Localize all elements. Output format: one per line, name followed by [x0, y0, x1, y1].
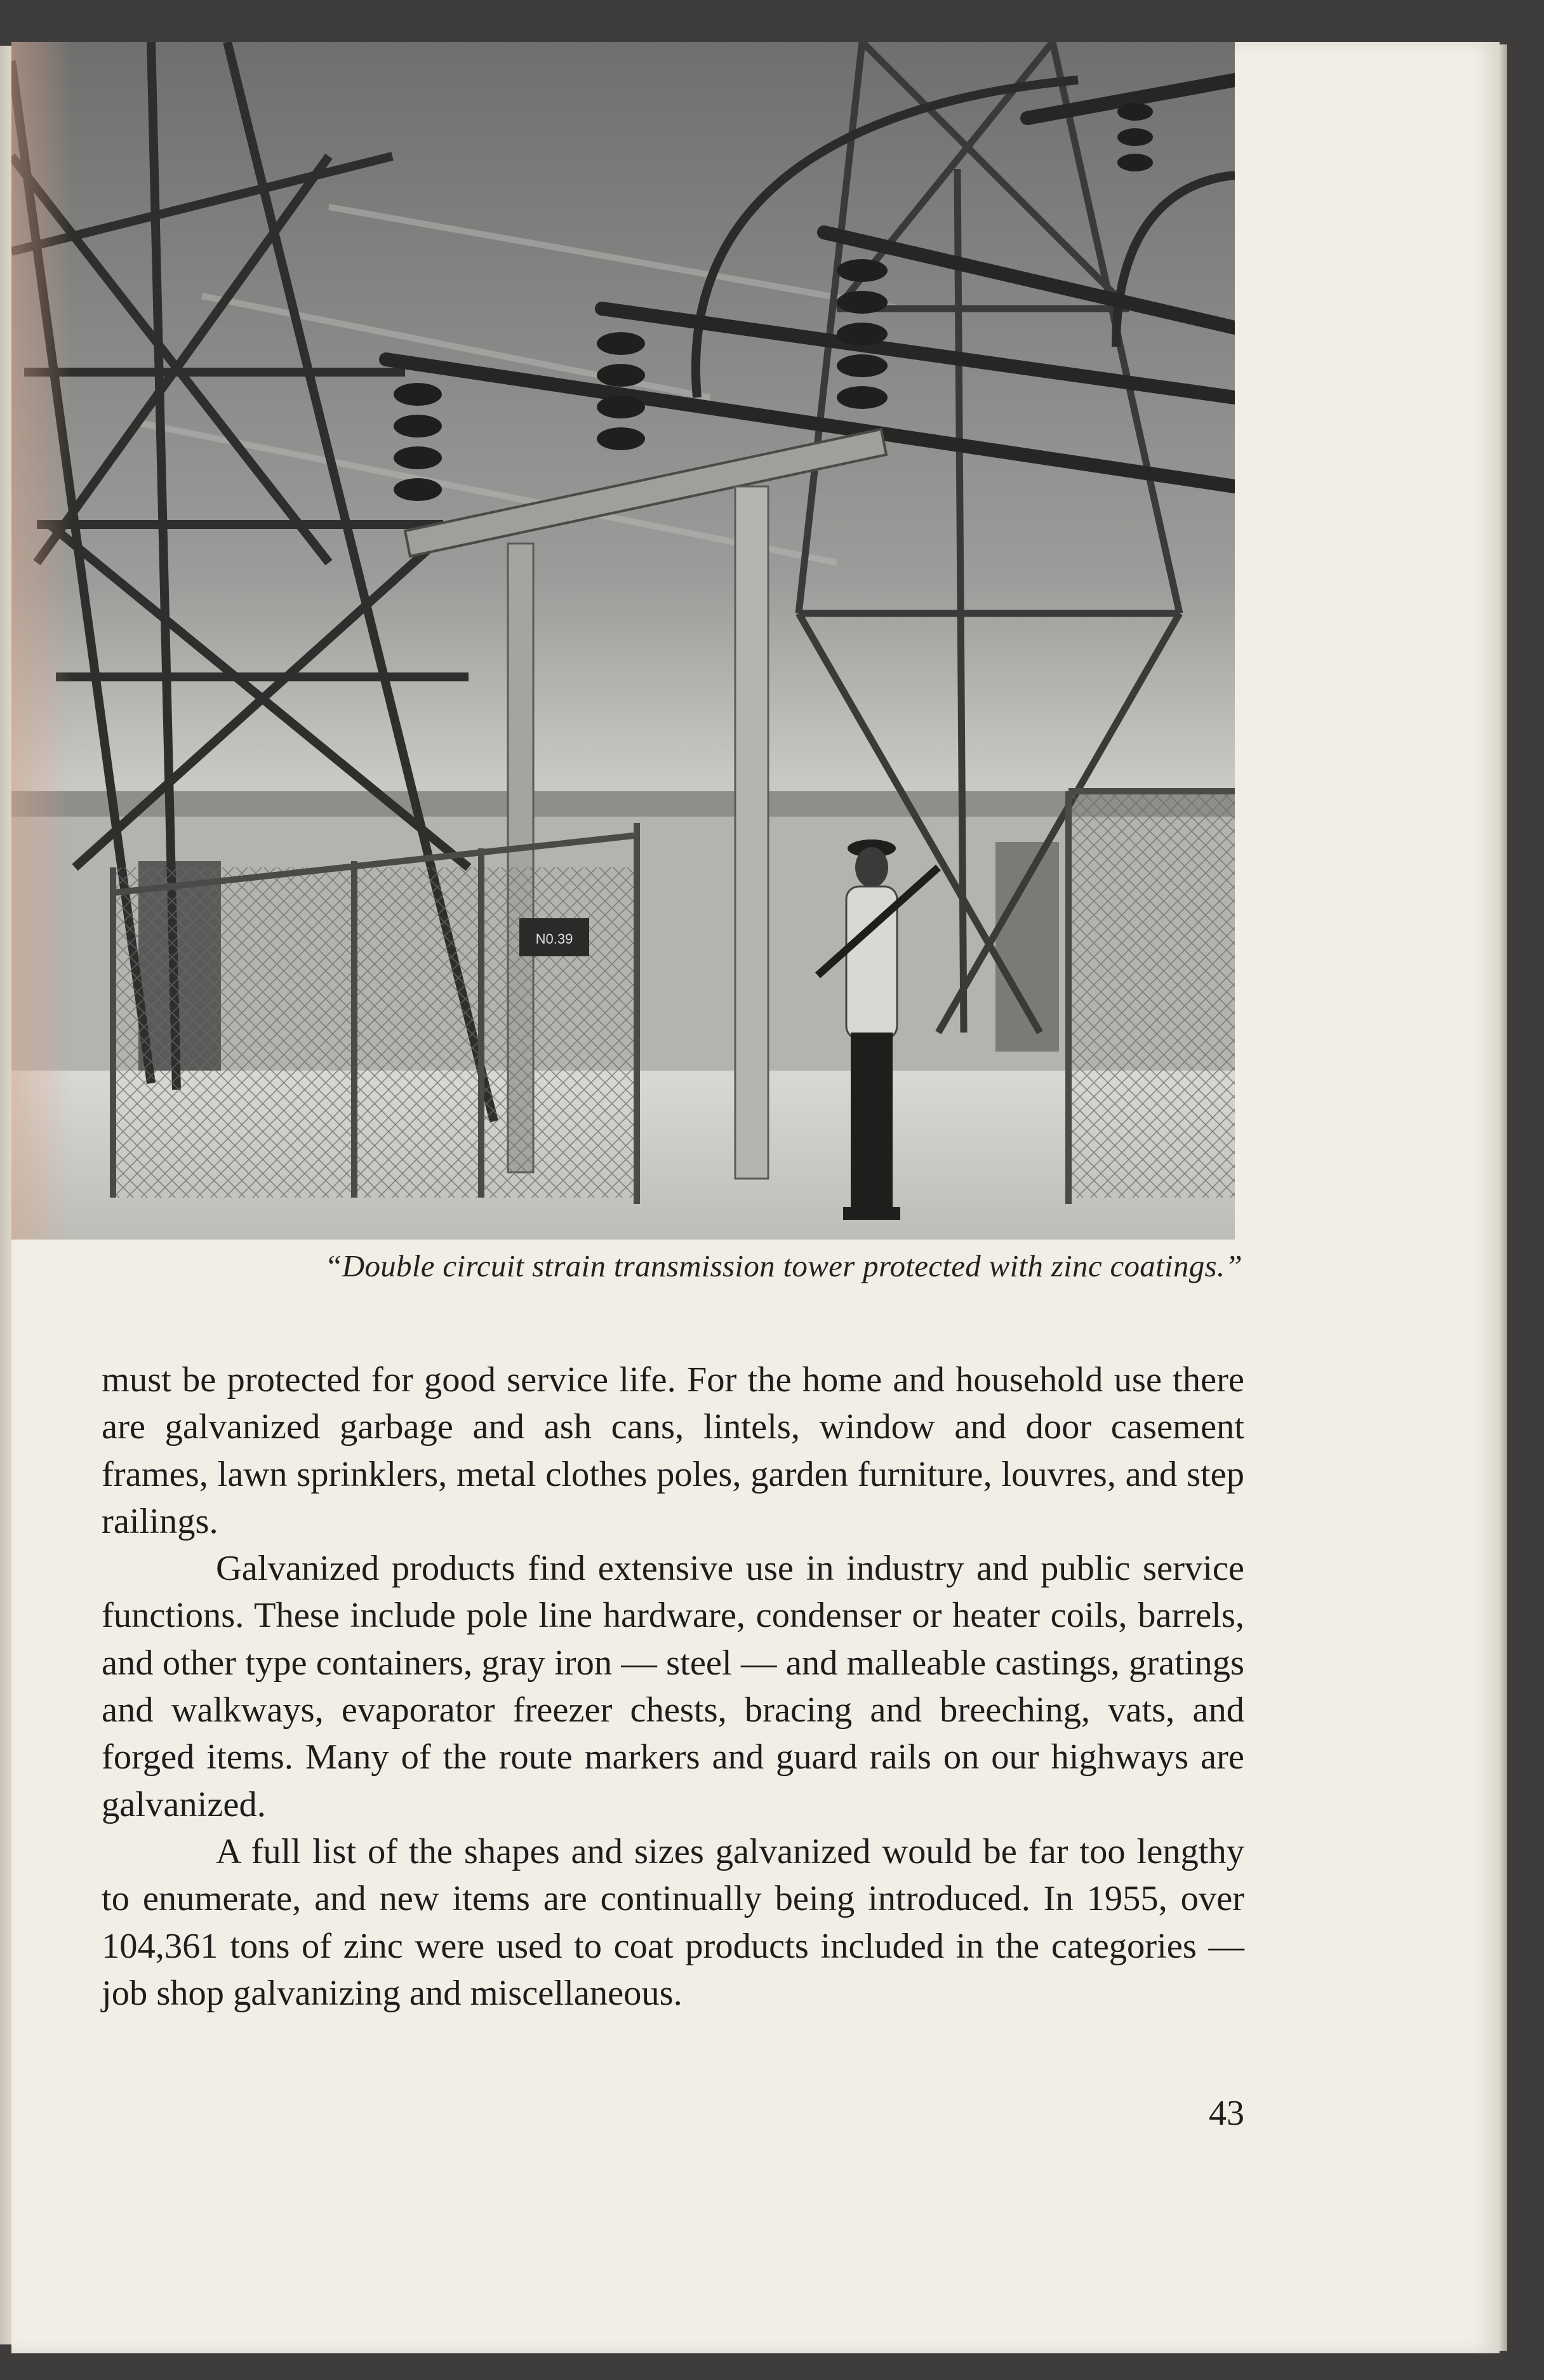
- paragraph: Galvanized products find extensive use in industry and public service functions. These include pole line hardware, condenser or heater coils, barrels, and other type containers, gray iron — steel — and malleable castings, gratings and walkways, evaporator freezer chests, bracing and breeching, vats, and forged items. Many of the route markers and guard rails on our highways are galvanized.: [102, 1549, 1244, 1824]
- photo-caption: “Double circuit strain transmission tower protected with zinc coatings.”: [324, 1248, 1242, 1283]
- paragraph: A full list of the shapes and sizes galvanized would be far too lengthy to enumerate, and new items are continually being introduced. In 1955, over 104,361 tons of zinc were used to coat products included in the categories — job shop galvanizing and miscellaneous.: [102, 1831, 1244, 2013]
- transmission-tower-photo: [11, 42, 1235, 1240]
- page-number: 43: [1209, 2094, 1244, 2133]
- page-edge-shadow: [1500, 44, 1507, 2351]
- body-text: [102, 1356, 1244, 2017]
- paragraph: must be protected for good service life. For the home and household use there are galvanized garbage and ash cans, lintels, window and door casement frames, lawn sprinklers, metal clothes poles, garden furniture, louvres, and step railings.: [102, 1360, 1244, 1541]
